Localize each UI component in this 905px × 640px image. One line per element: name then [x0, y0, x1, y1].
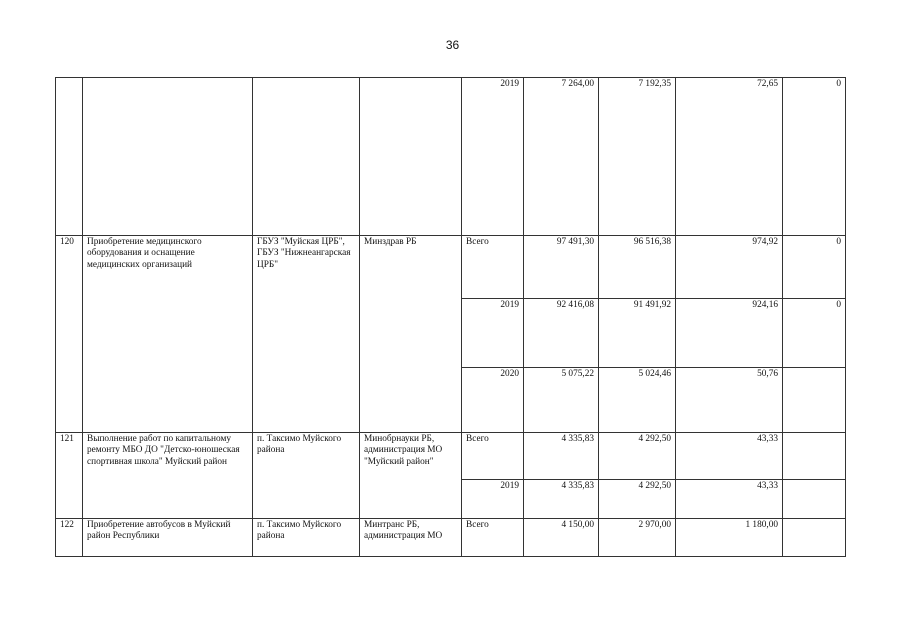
table-row: [56, 433, 846, 480]
budget-manager: Минобрнауки РБ, администрация МО "Муйский район": [360, 433, 462, 519]
table-row: [56, 78, 846, 236]
total-cell: 7 264,00: [524, 78, 599, 236]
regional-cell: 50,76: [676, 368, 783, 433]
year-cell: Всего: [462, 236, 524, 299]
activity-name: Приобретение автобусов в Муйский район Республики: [83, 519, 253, 557]
regional-cell: 924,16: [676, 299, 783, 368]
year-cell: 2019: [462, 78, 524, 236]
local-cell: [783, 368, 846, 433]
total-cell: 97 491,30: [524, 236, 599, 299]
local-cell: 0: [783, 299, 846, 368]
local-cell: 0: [783, 78, 846, 236]
budget-manager: [360, 78, 462, 236]
total-cell: 4 335,83: [524, 480, 599, 519]
total-cell: 5 075,22: [524, 368, 599, 433]
year-cell: 2020: [462, 368, 524, 433]
local-cell: [783, 480, 846, 519]
budget-manager: Минтранс РБ, администрация МО: [360, 519, 462, 557]
executor: [253, 78, 360, 236]
local-cell: [783, 433, 846, 480]
regional-cell: 974,92: [676, 236, 783, 299]
federal-cell: 7 192,35: [599, 78, 676, 236]
year-cell: 2019: [462, 299, 524, 368]
federal-cell: 5 024,46: [599, 368, 676, 433]
local-cell: [783, 519, 846, 557]
total-cell: 4 335,83: [524, 433, 599, 480]
year-cell: Всего: [462, 519, 524, 557]
row-number: 122: [56, 519, 83, 557]
regional-cell: 43,33: [676, 480, 783, 519]
row-number: 120: [56, 236, 83, 433]
budget-table: [55, 77, 846, 557]
executor: п. Таксимо Муйского района: [253, 519, 360, 557]
federal-cell: 91 491,92: [599, 299, 676, 368]
regional-cell: 1 180,00: [676, 519, 783, 557]
regional-cell: 43,33: [676, 433, 783, 480]
federal-cell: 2 970,00: [599, 519, 676, 557]
page-number: 36: [445, 38, 460, 52]
table-row: [56, 236, 846, 299]
total-cell: 4 150,00: [524, 519, 599, 557]
regional-cell: 72,65: [676, 78, 783, 236]
row-number: [56, 78, 83, 236]
executor: ГБУЗ "Муйская ЦРБ", ГБУЗ "Нижнеангарская ЦРБ": [253, 236, 360, 433]
year-cell: 2019: [462, 480, 524, 519]
total-cell: 92 416,08: [524, 299, 599, 368]
federal-cell: 4 292,50: [599, 433, 676, 480]
table-row: [56, 519, 846, 557]
federal-cell: 96 516,38: [599, 236, 676, 299]
year-cell: Всего: [462, 433, 524, 480]
activity-name: [83, 78, 253, 236]
local-cell: 0: [783, 236, 846, 299]
activity-name: Выполнение работ по капитальному ремонту МБО ДО "Детско-юношеская спортивная школа" Муйский район: [83, 433, 253, 519]
budget-manager: Минздрав РБ: [360, 236, 462, 433]
activity-name: Приобретение медицинского оборудования и оснащение медицинских организаций: [83, 236, 253, 433]
executor: п. Таксимо Муйского района: [253, 433, 360, 519]
row-number: 121: [56, 433, 83, 519]
federal-cell: 4 292,50: [599, 480, 676, 519]
